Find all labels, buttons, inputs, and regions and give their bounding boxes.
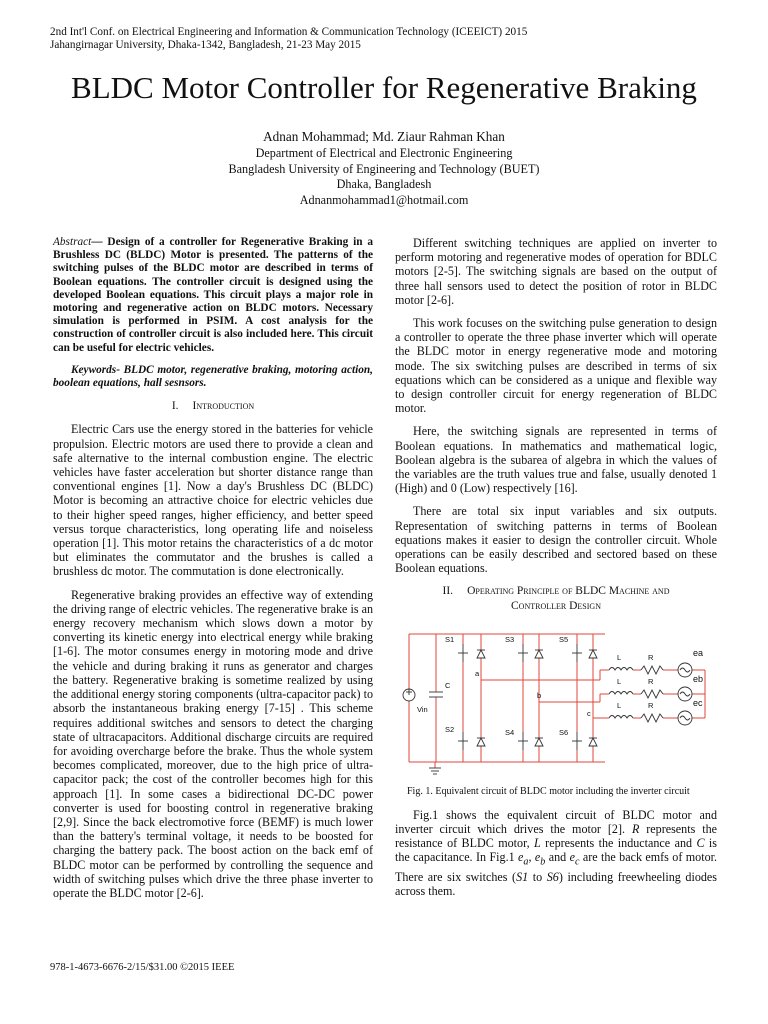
right-paragraph-3: Here, the switching signals are represented in terms of Boolean equations. In mathematics and mathematical logic, Boolean algebra is the subarea of algebra in which the values of the variables are the truth values true and false, usually denoted 1 (High) and 0 (Low) respectively [16]. xyxy=(395,424,717,496)
switch-s5 xyxy=(572,644,582,662)
label-resistor-a: R xyxy=(648,652,654,662)
diode-d1 xyxy=(477,650,485,658)
intro-paragraph-2: Regenerative braking provides an effective way of extending the driving range of electric vehicles. The regenerative brake is an energy recovery mechanism which slows down a motor by converting its kinetic energy into electrical energy while braking [1-6]. The motor consumes energy in motoring mode and drive the vehicle and during braking it runs as generator and charges the battery. Regenerative braking is sometime realized by using the additional energy storing components (ultra-capacitor pack) to absorb the instantaneous braking energy [7-15] . This scheme requires additional switches and sensors to detect the charging state of ultracapacitors. Additional discharge circuits are required for avoiding overcharge before the brake. Thus the whole system becomes complicated, moreover, due to the high price of ultra-capacitor pack; the cost of the controller becomes high for this approach [1]. In some cases a bidirectional DC-DC power converter is used for boosting control in regenerative braking [2,9]. Since the back electromotive force (BEMF) is much lower than the battery's terminal voltage, it needs to be boosted for charging the battery pack. The boost action on the back emf of BLDC motor can be performed by controlling the sequence and width of switching pulses which drive the three phase inverter to operate the BLDC motor [2-6]. xyxy=(53,587,373,900)
section-title-line-2: Controller Design xyxy=(511,599,601,612)
inductor-c xyxy=(609,715,633,718)
switch-s6 xyxy=(572,732,582,750)
resistor-a xyxy=(641,666,663,674)
label-ec: ec xyxy=(693,697,703,708)
figure-caption: Fig. 1. Equivalent circuit of BLDC motor including the inverter circuit xyxy=(407,785,690,797)
abstract-text: Design of a controller for Regenerative Braking in a Brushless DC (BLDC) Motor is presented. The patterns of the switching pulses of the BLDC motor are described in terms of Boolean equations. The controller circuit is designed using the developed Boolean equations. This circuit plays a major role in motoring and regenerative action on BLDC motors. Necessary simulation is performed in PSIM. A cost analysis for the construction of controller circuit is also included here. This circuit can be useful for electric vehicles. xyxy=(53,236,373,354)
label-s6: S6 xyxy=(559,727,569,737)
diode-d4 xyxy=(535,738,543,746)
label-s1: S1 xyxy=(445,634,455,644)
label-s5: S5 xyxy=(559,634,569,644)
conference-line-2: Jahangirnagar University, Dhaka-1342, Bangladesh, 21-23 May 2015 xyxy=(50,39,361,51)
section-heading-introduction xyxy=(53,399,373,413)
label-eb: eb xyxy=(693,673,704,684)
paper-title: BLDC Motor Controller for Regenerative Braking xyxy=(71,70,697,105)
conference-line-1: 2nd Int'l Conf. on Electrical Engineering and Information & Communication Technology (ICEEICT) 2015 xyxy=(50,26,528,38)
label-ea: ea xyxy=(693,647,704,658)
switch-s4 xyxy=(518,732,528,750)
resistor-b xyxy=(641,690,663,698)
label-inductor-c: L xyxy=(617,700,622,710)
right-column xyxy=(395,236,717,908)
diode-d2 xyxy=(477,738,485,746)
authors: Adnan Mohammad; Md. Ziaur Rahman Khan xyxy=(263,129,505,144)
label-resistor-b: R xyxy=(648,676,654,686)
section-heading-operating-principle xyxy=(395,584,717,612)
label-node-b: b xyxy=(537,690,542,700)
department: Department of Electrical and Electronic Engineering xyxy=(255,146,513,160)
label-inductor-a: L xyxy=(617,652,622,662)
circuit-figure xyxy=(395,622,717,782)
footer-copyright: 978-1-4673-6676-2/15/$31.00 ©2015 IEEE xyxy=(50,962,235,973)
affiliation xyxy=(0,146,768,208)
keywords: Keywords- BLDC motor, regenerative braking, motoring action, boolean equations, hall sesnsors. xyxy=(53,363,373,390)
intro-paragraph-1: Electric Cars use the energy stored in the batteries for vehicle propulsion. Electric motors are used there to provide a clean and safe alternative to the internal combustion engine. The electric vehicles have faster acceleration but shorter distance range than conventional engines [1]. Now a day's Brushless DC (BLDC) Motor is becoming an attractive choice for electric vehicles due to their higher speed ranges, higher efficiency, and better speed versus torque characteristics, long operating life and noiseless operation [1]. This motor retains the characteristics of a dc motor but eliminates the commutator and the brushes is called a brushless dc motor. The commutation is done electronically. xyxy=(53,422,373,579)
abstract-label: Abstract xyxy=(53,236,92,248)
email: Adnanmohammad1@hotmail.com xyxy=(299,192,469,207)
emf-source-a xyxy=(678,663,692,677)
section-title-line-1: Operating Principle of BLDC Machine and xyxy=(467,585,670,598)
emf-source-b xyxy=(678,687,692,701)
label-node-c: c xyxy=(587,708,591,718)
figure-description-paragraph: Fig.1 shows the equivalent circuit of BLDC motor and inverter circuit which drives the motor [2]. R represents the resistance of BLDC motor, L represents the inductance and C is the capacitance. In Fig.1 $e_a$, $e_b$ and $e_c$ are the back emfs of motor. There are six switches (S1 to S6) including freewheeling diodes across them. xyxy=(395,807,717,899)
left-column xyxy=(53,236,373,909)
dc-source-icon xyxy=(403,689,415,701)
section-number: I. xyxy=(171,400,179,413)
diode-d3 xyxy=(535,650,543,658)
right-paragraph-4: There are total six input variables and six outputs. Representation of switching patterns in terms of Boolean equations makes it easier to design the controller circuit. Whole operations can be easily described and sectored based on these Boolean equations. xyxy=(395,504,717,576)
label-vin: Vin xyxy=(417,704,428,714)
capacitor xyxy=(429,692,443,697)
circuit-diagram xyxy=(395,622,717,782)
conference-header xyxy=(50,26,527,52)
label-capacitor: C xyxy=(445,680,451,690)
label-node-a: a xyxy=(475,668,480,678)
section-number: II. xyxy=(442,585,454,598)
abstract-dash: — xyxy=(91,236,108,248)
city: Dhaka, Bangladesh xyxy=(336,177,432,191)
diode-d6 xyxy=(589,738,597,746)
label-s4: S4 xyxy=(505,727,515,737)
switch-s1 xyxy=(458,644,468,662)
switch-s3 xyxy=(518,644,528,662)
right-paragraph-2: This work focuses on the switching pulse generation to design a controller to operate the three phase inverter which will operate the BLDC motor in energy regenerative mode and motoring mode. The six switching pulses are described in terms of six equations which can be considered as a unique and flexible way to design controller circuit for energy regeneration of BLDC motor. xyxy=(395,316,717,416)
university: Bangladesh University of Engineering and Technology (BUET) xyxy=(228,161,540,176)
diode-d5 xyxy=(589,650,597,658)
abstract xyxy=(53,236,373,355)
inductor-a xyxy=(609,667,633,670)
emf-source-c xyxy=(678,711,692,725)
inductor-b xyxy=(609,691,633,694)
ground-icon xyxy=(429,768,441,774)
label-s2: S2 xyxy=(445,724,455,734)
resistor-c xyxy=(641,714,663,722)
right-paragraph-1: Different switching techniques are applied on inverter to perform motoring and regenerative modes of operation for BDLC motors [2-5]. The switching signals are based on the output of three hall sensors used to detect the position of rotor in BLDC motor [2-6]. xyxy=(395,236,717,307)
label-s3: S3 xyxy=(505,634,515,644)
switch-s2 xyxy=(458,732,468,750)
label-resistor-c: R xyxy=(648,700,654,710)
section-title: Introduction xyxy=(192,400,255,413)
label-inductor-b: L xyxy=(617,676,622,686)
